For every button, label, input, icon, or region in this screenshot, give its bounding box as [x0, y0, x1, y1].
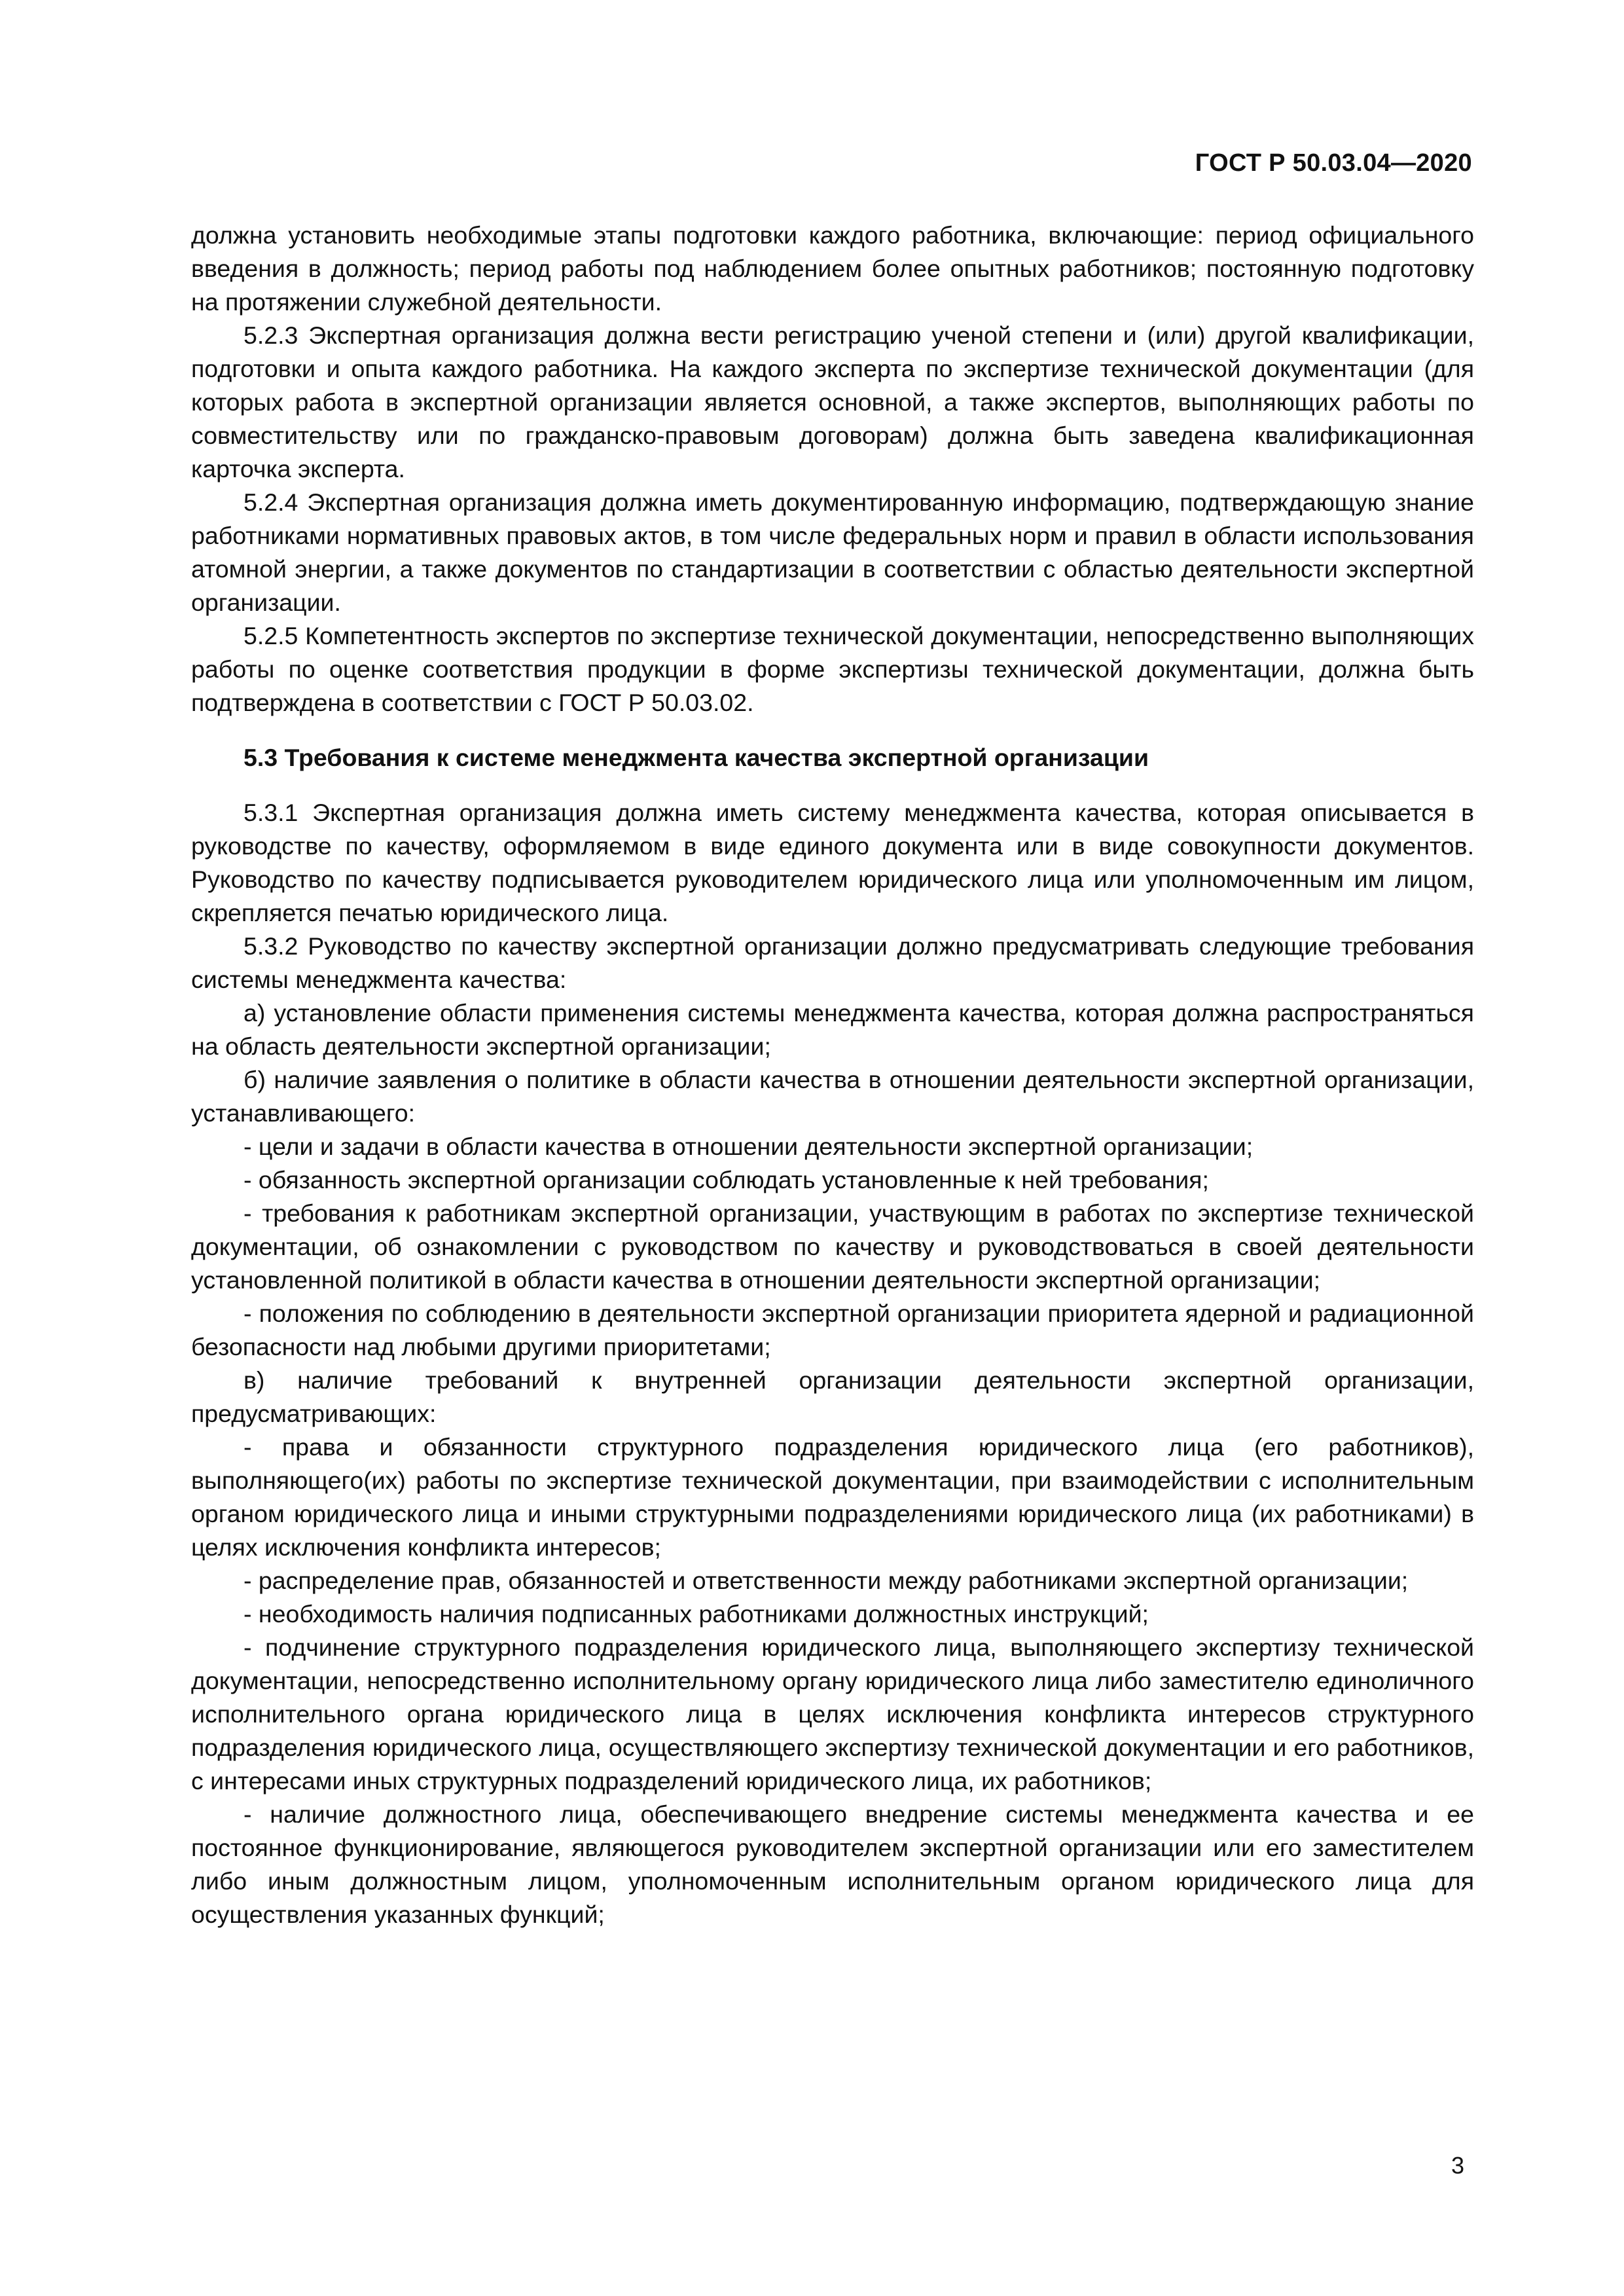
list-item: - положения по соблюдению в деятельности экспертной организации приоритета ядерной и радиационной безопасности над любыми другими приоритетами;	[191, 1300, 1474, 1360]
list-item: - наличие должностного лица, обеспечивающего внедрение системы менеджмента качества и ее постоянное функционирование, являющегося руководителем экспертной организации или его заместителем либо иным должностным лицом, уполномоченным исполнительным органом юридического лица для осуществления указанных функций;	[191, 1800, 1474, 1928]
section-heading-5-3: 5.3 Требования к системе менеджмента качества экспертной организации	[244, 744, 1149, 771]
paragraph-5-2-4: 5.2.4 Экспертная организация должна иметь документированную информацию, подтверждающую знание работниками нормативных правовых актов, в том числе федеральных норм и правил в области использования атомной энергии, а также документов по стандартизации в соответствии с областью деятельности экспертной организации.	[191, 488, 1474, 616]
list-item: - обязанность экспертной организации соблюдать установленные к ней требования;	[244, 1166, 1209, 1194]
list-item: - требования к работникам экспертной организации, участвующим в работах по экспертизе технической документации, об ознакомлении с руководством по качеству и руководствоваться в своей деятельности установленной политикой в области качества в отношении деятельности экспертной организации;	[191, 1199, 1474, 1294]
paragraph: должна установить необходимые этапы подготовки каждого работника, включающие: период официального введения в должность; период работы под наблюдением более опытных работников; постоянную подготовку на протяжении служебной деятельности.	[191, 221, 1474, 316]
page-number: 3	[1451, 2152, 1464, 2179]
paragraph-5-2-5: 5.2.5 Компетентность экспертов по экспертизе технической документации, непосредственно выполняющих работы по оценке соответствия продукции в форме экспертизы технической документации, должна быть подтверждена в соответствии с ГОСТ Р 50.03.02.	[191, 622, 1474, 716]
paragraph-5-2-3: 5.2.3 Экспертная организация должна вести регистрацию ученой степени и (или) другой квалификации, подготовки и опыта каждого работника. На каждого эксперта по экспертизе технической документации (для которых работа в экспертной организации является основной, а также экспертов, выполняющих работы по совместительству или по гражданско-правовым договорам) должна быть заведена квалификационная карточка эксперта.	[191, 321, 1474, 483]
standard-code: ГОСТ Р 50.03.04—2020	[1195, 149, 1472, 177]
list-item: - права и обязанности структурного подразделения юридического лица (его работников), выполняющего(их) работы по экспертизе технической документации, при взаимодействии с исполнительным органом юридического лица и иными структурными подразделениями юридического лица (их работниками) в целях исключения конфликта интересов;	[191, 1433, 1474, 1561]
list-item: - необходимость наличия подписанных работниками должностных инструкций;	[244, 1600, 1149, 1628]
list-item: - подчинение структурного подразделения юридического лица, выполняющего экспертизу технической документации, непосредственно исполнительному органу юридического лица либо заместителю единоличного исполнительного органа юридического лица в целях исключения конфликта интересов структурного подразделения юридического лица, осуществляющего экспертизу технической документации и его работников, с интересами иных структурных подразделений юридического лица, их работников;	[191, 1633, 1474, 1795]
document-body	[191, 219, 1474, 1931]
list-item: - цели и задачи в области качества в отношении деятельности экспертной организации;	[244, 1133, 1254, 1160]
paragraph-5-3-2: 5.3.2 Руководство по качеству экспертной организации должно предусматривать следующие требования системы менеджмента качества:	[191, 932, 1474, 993]
list-item-a: а) установление области применения системы менеджмента качества, которая должна распространяться на область деятельности экспертной организации;	[191, 999, 1474, 1060]
list-item: - распределение прав, обязанностей и ответственности между работниками экспертной организации;	[244, 1567, 1409, 1594]
paragraph-5-3-1: 5.3.1 Экспертная организация должна иметь систему менеджмента качества, которая описывается в руководстве по качеству, оформляемом в виде единого документа или в виде совокупности документов. Руководство по качеству подписывается руководителем юридического лица или уполномоченным им лицом, скрепляется печатью юридического лица.	[191, 799, 1474, 926]
list-item-v: в) наличие требований к внутренней организации деятельности экспертной организации, предусматривающих:	[191, 1366, 1474, 1427]
list-item-b: б) наличие заявления о политике в области качества в отношении деятельности экспертной организации, устанавливающего:	[191, 1066, 1474, 1127]
